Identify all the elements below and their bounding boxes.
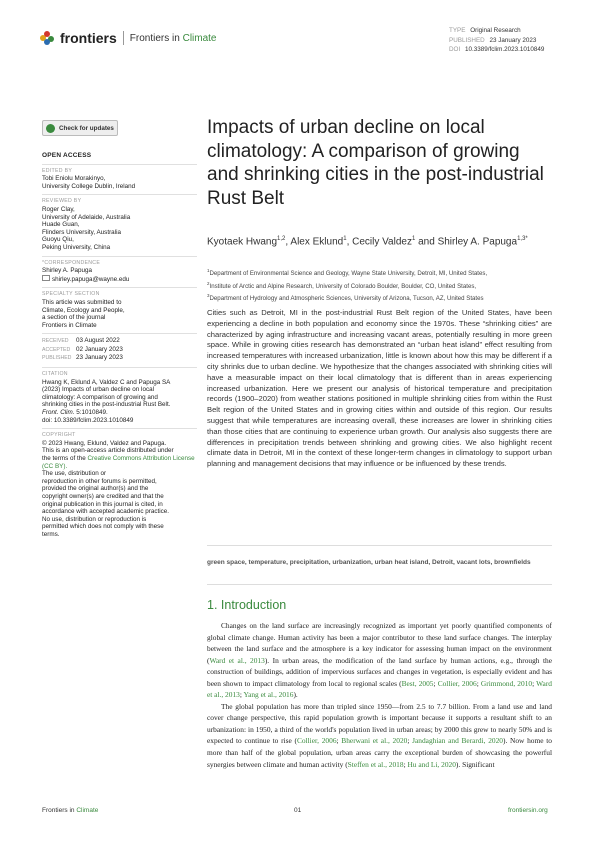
citation-link[interactable]: Collier, 2006 xyxy=(296,736,337,746)
reviewer-line: Flinders University, Australia xyxy=(42,228,121,236)
copyright-label: COPYRIGHT xyxy=(42,432,76,439)
paragraph: The global population has more than tripled since 1950—from 2.5 to 7.7 billion. From a land use and land cover change perspective, this rapid population growth is important because it supports a resultant shift to an urbanization: in 1950, a third of the world's population lived in urban areas; by 2000 this grew to nearly 50% and is expected to continue to rise (Collier, 2006; Bherwani et al., 2020; Jandaghian and Berardi, 2020). Now home to more than half of the global population, urban areas carry the exceptional burden of showcasing the powerful synergies between climate and human activity (Steffen et al., 2018; Hu and Li, 2020). Significant xyxy=(207,701,553,769)
citation-link[interactable]: Best, 2005 xyxy=(401,678,434,688)
accepted-label: ACCEPTED xyxy=(42,346,71,353)
check-updates-label: Check for updates xyxy=(59,124,114,132)
specialty-section xyxy=(42,287,197,329)
specialty-line: Climate, Ecology and People, xyxy=(42,306,125,314)
specialty-line: a section of the journal xyxy=(42,314,106,322)
received-label: RECEIVED xyxy=(42,338,69,345)
journal-header xyxy=(40,30,217,46)
copyright-line: provided the original author(s) and the xyxy=(42,485,149,493)
keywords-divider xyxy=(207,584,552,585)
section-heading: 1. Introduction xyxy=(207,598,287,612)
copyright-line: This is an open-access article distributed under xyxy=(42,447,174,455)
body-text xyxy=(207,620,552,770)
brand-name[interactable]: frontiers xyxy=(60,30,117,46)
reviewer-line: Roger Clay, xyxy=(42,205,75,213)
paragraph: Changes on the land surface are increasingly recognized as important yet poorly quantified components of global climate change. Human activity has been a major contributor to these land surface changes. The interplay between the land surface and the atmosphere is a key indicator for assessing human impact on the environment (Ward et al., 2013). In urban areas, the modification of the land surface by human actions, e.g., through the construction of buildings, addition of impervious surfaces and changes in vegetation, is especially evident and has been shown to impact climatology from local to regional scales (Best, 2005; Collier, 2006; Grimmond, 2010; Ward et al., 2013; Yang et al., 2016). xyxy=(207,621,552,700)
type-value: Original Research xyxy=(470,27,521,34)
reviewer-line: University of Adelaide, Australia xyxy=(42,213,131,221)
citation-line: climatology: A comparison of growing and xyxy=(42,393,158,401)
citation-doi[interactable]: doi: 10.3389/fclim.2023.1010849 xyxy=(42,416,134,424)
citation-link[interactable]: Yang et al., 2016 xyxy=(243,690,294,700)
affiliation: $^2$Institute of Arctic and Alpine Research, University of Colorado Boulder, Boulder, CO, United States, xyxy=(207,280,477,290)
citation-link[interactable]: Steffen et al., 2018 xyxy=(347,759,404,769)
reviewer-line: Huade Guan, xyxy=(42,221,80,229)
affiliation: $^3$Department of Hydrology and Atmospheric Sciences, University of Arizona, Tucson, AZ, United States xyxy=(207,293,484,303)
author-name[interactable]: Shirley A. Papuga xyxy=(437,236,518,248)
dates xyxy=(42,333,197,363)
article-sidebar xyxy=(42,152,197,539)
citation-link[interactable]: Hu and Li, 2020 xyxy=(407,759,456,769)
logo-divider xyxy=(123,31,124,45)
reviewer-line: Guoyu Qiu, xyxy=(42,236,74,244)
correspondence-label: *CORRESPONDENCE xyxy=(42,259,101,266)
author-list: Kyotaek Hwang$^{1,2}$, Alex Eklund$^1$, Cecily Valdez$^1$ and Shirley A. Papuga$^{1,3*}$ xyxy=(207,236,528,248)
footer-website[interactable]: frontiersin.org xyxy=(508,807,548,814)
reviewed-by-label: REVIEWED BY xyxy=(42,198,82,205)
keywords: green space, temperature, precipitation, urbanization, urban heat island, Detroit, vacant lots, brownfields xyxy=(207,559,531,566)
email-icon xyxy=(42,275,50,281)
published-value: 23 January 2023 xyxy=(489,36,537,44)
citation-line: Front. Clim. 5:1010849. xyxy=(42,409,108,417)
citation-line: (2023) Impacts of urban decline on local xyxy=(42,386,155,394)
open-access-label: OPEN ACCESS xyxy=(42,152,92,159)
cc-license-link[interactable]: Creative Commons Attribution License (CC BY). xyxy=(42,455,195,470)
author-name[interactable]: Kyotaek Hwang xyxy=(207,236,278,248)
affiliation: $^1$Department of Environmental Science and Geology, Wayne State University, Detroit, MI, United States, xyxy=(207,268,488,278)
doi-value[interactable]: 10.3389/fclim.2023.1010849 xyxy=(464,46,545,53)
specialty-label: SPECIALTY SECTION xyxy=(42,291,100,298)
reviewer-line: Peking University, China xyxy=(42,243,111,251)
citation-link[interactable]: Jandaghian and Berardi, 2020 xyxy=(412,736,503,746)
type-label: TYPE xyxy=(449,27,466,34)
copyright-line: permitted which does not comply with these xyxy=(42,523,164,531)
article-meta xyxy=(449,26,544,55)
check-for-updates-button[interactable] xyxy=(42,120,118,136)
citation-link[interactable]: Ward et al., 2013 xyxy=(209,655,265,665)
edited-by-label: EDITED BY xyxy=(42,167,73,174)
citation-link[interactable]: Grimmond, 2010 xyxy=(480,678,533,688)
article-title: Impacts of urban decline on local climatology: A comparison of growing and shrinking cities in the post-industrial Rust Belt xyxy=(207,117,544,209)
editor-affiliation: University College Dublin, Ireland xyxy=(42,182,136,190)
citation-link[interactable]: Collier, 2006 xyxy=(437,678,477,688)
copyright-line: The use, distribution or xyxy=(42,470,107,478)
copyright-line: © 2023 Hwang, Eklund, Valdez and Papuga. xyxy=(42,439,167,447)
correspondence xyxy=(42,256,197,284)
citation-link[interactable]: Bherwani et al., 2020 xyxy=(341,736,408,746)
reviewed-by xyxy=(42,194,197,251)
page-number: 01 xyxy=(294,807,302,814)
copyright-line: the terms of the Creative Commons Attribution License (CC BY). xyxy=(42,455,195,470)
abstract-divider xyxy=(207,545,552,546)
citation-line: Hwang K, Eklund A, Valdez C and Papuga SA xyxy=(42,378,171,386)
copyright-line: original publication in this journal is cited, in xyxy=(42,500,163,508)
update-icon xyxy=(46,124,55,133)
copyright-line: accordance with accepted academic practice. xyxy=(42,508,170,516)
citation xyxy=(42,367,197,424)
correspondence-email[interactable]: shirley.papuga@wayne.edu xyxy=(42,275,197,284)
correspondence-name: Shirley A. Papuga xyxy=(42,267,93,275)
edited-by xyxy=(42,164,197,191)
editor-name: Tobi Eniolu Morakinyo, xyxy=(42,175,106,183)
author-name[interactable]: Alex Eklund xyxy=(290,236,344,248)
received-date: 03 August 2022 xyxy=(76,337,120,345)
frontiers-logo-icon xyxy=(40,31,56,45)
copyright xyxy=(42,428,197,538)
accepted-date: 02 January 2023 xyxy=(76,345,123,353)
citation-line: shrinking cities in the post-industrial Rust Belt. xyxy=(42,401,171,409)
copyright-line: No use, distribution or reproduction is xyxy=(42,515,147,523)
abstract: Cities such as Detroit, MI in the post-industrial Rust Belt region of the United States, have been experiencing a decline in both population and economy since the 1970s. These “shrinking cities” are characterized by aging infrastructure and increasing vacant areas, potentially resulting in more green space. While in growing cities research has demonstrated an “urban heat island” effect resulting from increased temperatures with increased urbanization, little is known about how this may be different if a city shrinks due to urban decline. We hypothesize that the changes associated with shrinking cities will have a measurable impact on their local climatology that is different than in areas experiencing increased urbanization. Here we present our analysis of historical temperature and precipitation records (1900–2020) from weather stations positioned in multiple shrinking cities from within the Rust Belt region of the United States and in growing cities within and outside of this region. Our results suggest that while temperatures are increasing overall, these increases are lower in shrinking cities than those cities that are continuing to experience urban growth. Our analysis also suggests there are differences in precipitation trends between shrinking and growing cities. We also highlight recent climate data in Detroit, MI in the context of these longer-term changes in climatology to support urban planning and management decisions that may influence or be influenced by these trends. xyxy=(207,308,552,469)
published-label: PUBLISHED xyxy=(449,36,485,44)
specialty-line: Frontiers in Climate xyxy=(42,321,97,329)
copyright-line: terms. xyxy=(42,530,60,538)
copyright-line: copyright owner(s) are credited and that the xyxy=(42,492,164,500)
citation-link[interactable]: Ward et al., 2013 xyxy=(207,678,552,700)
footer-journal[interactable]: Frontiers in Climate xyxy=(42,807,99,814)
journal-name[interactable]: Frontiers in Climate xyxy=(129,32,217,44)
specialty-line: This article was submitted to xyxy=(42,298,122,306)
published-label: PUBLISHED xyxy=(42,355,72,362)
author-name[interactable]: Cecily Valdez xyxy=(352,236,412,248)
citation-label: CITATION xyxy=(42,371,68,378)
published-date: 23 January 2023 xyxy=(76,354,123,362)
copyright-line: reproduction in other forums is permitted, xyxy=(42,477,157,485)
doi-label: DOI xyxy=(449,46,461,53)
affiliations xyxy=(207,266,547,304)
